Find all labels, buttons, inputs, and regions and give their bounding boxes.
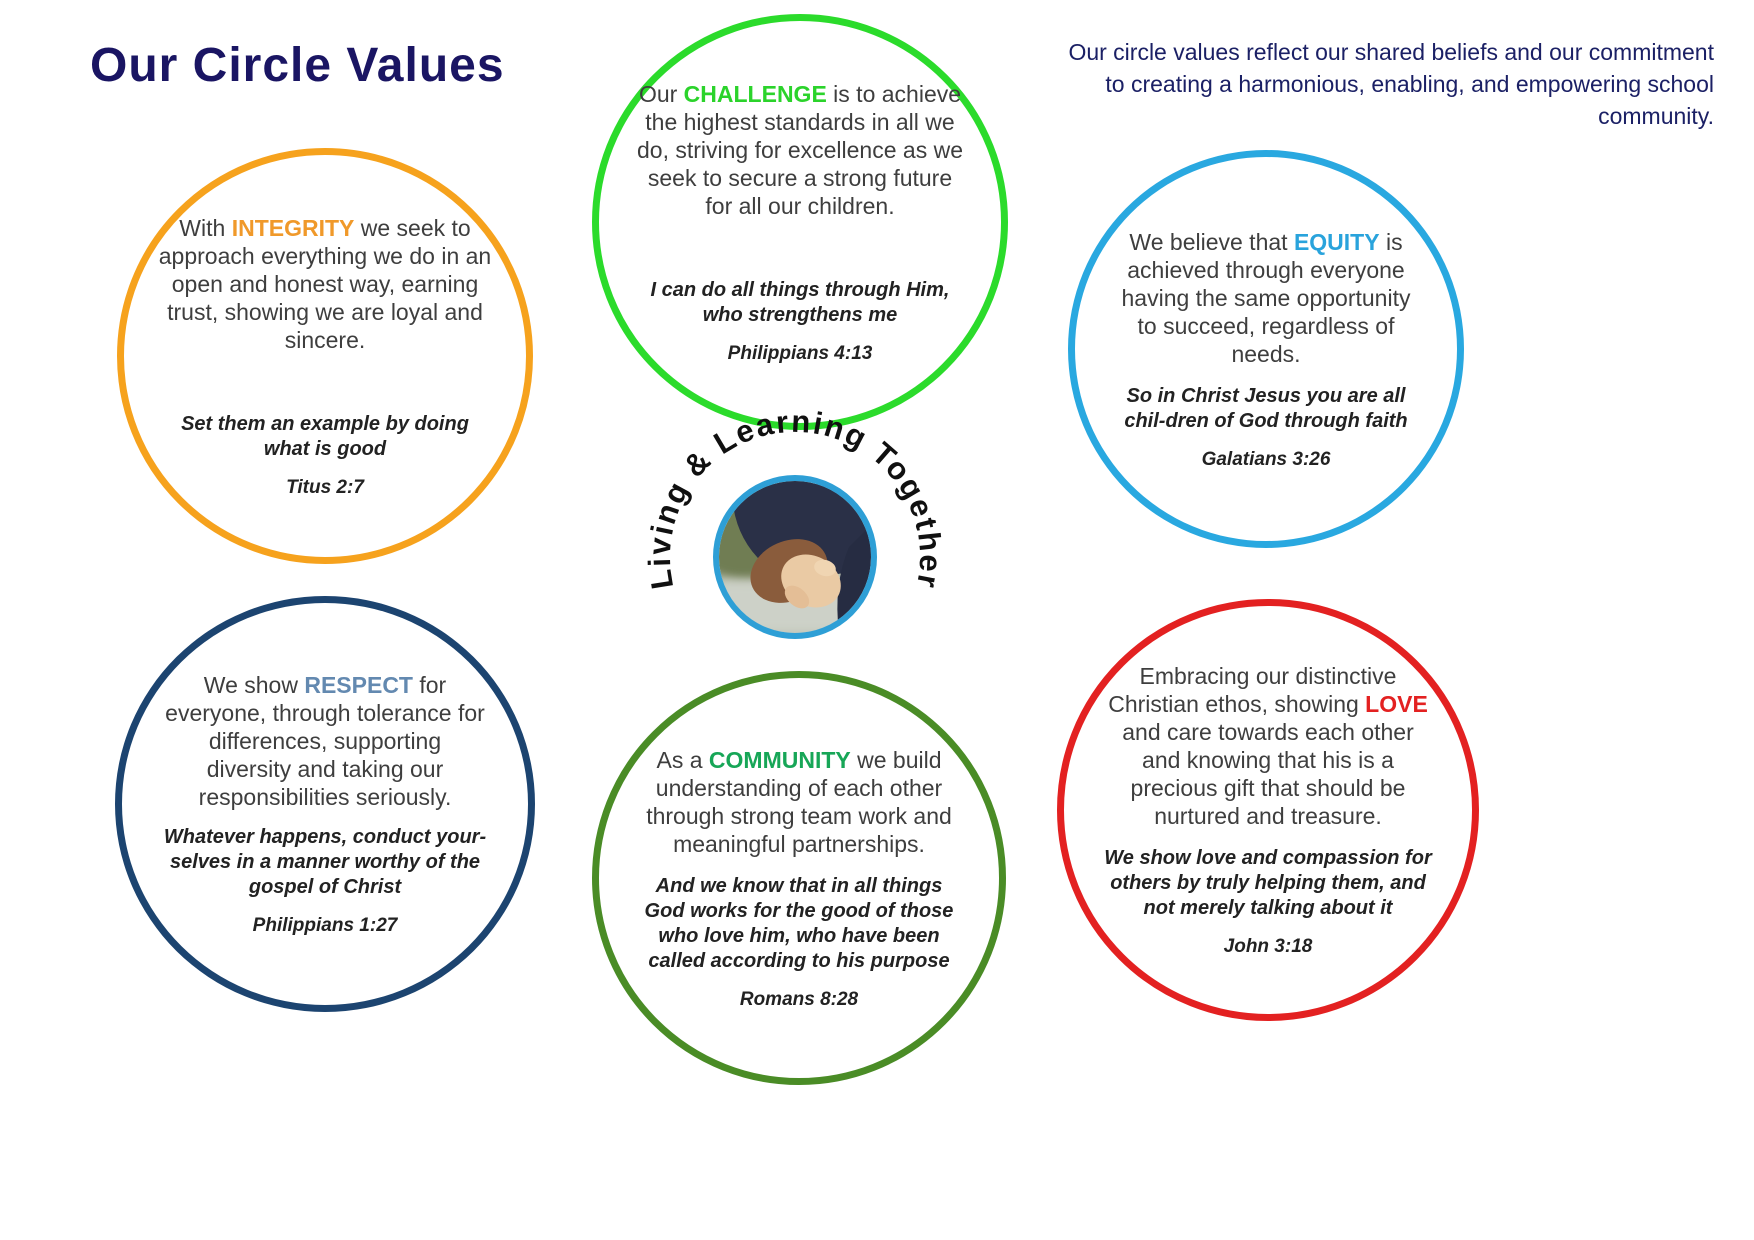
scripture-quote: And we know that in all things God works for the good of those who love him, who have been called according to his purpose bbox=[644, 874, 954, 972]
value-keyword: RESPECT bbox=[304, 672, 413, 698]
value-circle-content bbox=[637, 80, 963, 365]
value-keyword: EQUITY bbox=[1293, 228, 1380, 255]
value-statement bbox=[634, 746, 964, 858]
value-circle-content bbox=[154, 214, 496, 499]
value-circle-content bbox=[163, 671, 487, 937]
value-keyword: INTEGRITY bbox=[231, 214, 355, 241]
statement-before: We believe that bbox=[1129, 228, 1294, 255]
statement-before: With bbox=[179, 214, 232, 241]
statement-after: is achieved through everyone having the same opportunity to succeed, regardless of needs. bbox=[1121, 228, 1411, 367]
scripture-reference: Philippians 1:27 bbox=[252, 915, 398, 936]
value-keyword: COMMUNITY bbox=[708, 746, 851, 773]
scripture-quote: So in Christ Jesus you are all chil-dren of God through faith bbox=[1124, 384, 1408, 432]
statement-before: As a bbox=[656, 746, 709, 773]
statement-after: is to achieve the highest standards in all we do, striving for excellence as we seek to secure a strong future for all our children. bbox=[637, 80, 963, 219]
value-circle-love bbox=[1057, 599, 1479, 1021]
value-circle-content bbox=[1102, 662, 1434, 958]
scripture-reference: Titus 2:7 bbox=[286, 476, 364, 498]
scripture-quote: Whatever happens, conduct your-selves in a manner worthy of the gospel of Christ bbox=[163, 826, 487, 898]
scripture-quote: We show love and compassion for others by truly helping them, and not merely talking about it bbox=[1104, 847, 1432, 919]
value-statement bbox=[164, 671, 486, 811]
value-circle-equity bbox=[1068, 150, 1464, 548]
value-statement bbox=[154, 214, 496, 354]
center-emblem bbox=[613, 375, 977, 739]
value-circle-content bbox=[1113, 228, 1419, 471]
holding-hands-photo bbox=[678, 465, 898, 633]
curved-motto: Living & Learning Together bbox=[641, 403, 949, 593]
value-circle-integrity bbox=[117, 148, 533, 564]
statement-after: we seek to approach everything we do in an open and honest way, earning trust, showing we are loyal and sincere. bbox=[158, 214, 492, 353]
scripture-reference: John 3:18 bbox=[1223, 936, 1313, 957]
value-keyword: CHALLENGE bbox=[683, 80, 827, 107]
scripture-reference: Romans 8:28 bbox=[739, 988, 859, 1010]
statement-before: Our bbox=[638, 80, 684, 107]
page-title: Our Circle Values bbox=[90, 39, 505, 92]
value-statement bbox=[1113, 228, 1419, 368]
statement-before: Embracing our distinctive Christian ethos, showing bbox=[1108, 663, 1397, 717]
scripture-reference: Galatians 3:26 bbox=[1201, 448, 1331, 470]
value-statement bbox=[1106, 662, 1430, 830]
value-circle-challenge bbox=[592, 14, 1008, 430]
value-circle-respect bbox=[115, 596, 535, 1012]
scripture-quote: Set them an example by doing what is good bbox=[181, 412, 469, 460]
intro-text: Our circle values reflect our shared beliefs and our commitment to creating a harmonious, enabling, and empowering school community. bbox=[1068, 39, 1714, 129]
value-circle-content bbox=[634, 746, 964, 1011]
statement-after: we build understanding of each other through strong team work and meaningful partnerships. bbox=[646, 746, 952, 857]
scripture-quote: I can do all things through Him, who strengthens me bbox=[650, 278, 950, 326]
statement-before: We show bbox=[203, 672, 305, 698]
value-statement bbox=[637, 80, 963, 220]
value-keyword: LOVE bbox=[1365, 691, 1428, 717]
statement-after: for everyone, through tolerance for differences, supporting diversity and taking our responsibilities seriously. bbox=[165, 672, 485, 810]
scripture-reference: Philippians 4:13 bbox=[727, 342, 873, 364]
statement-after: and care towards each other and knowing that his is a precious gift that should be nurtured and treasure. bbox=[1122, 719, 1414, 829]
